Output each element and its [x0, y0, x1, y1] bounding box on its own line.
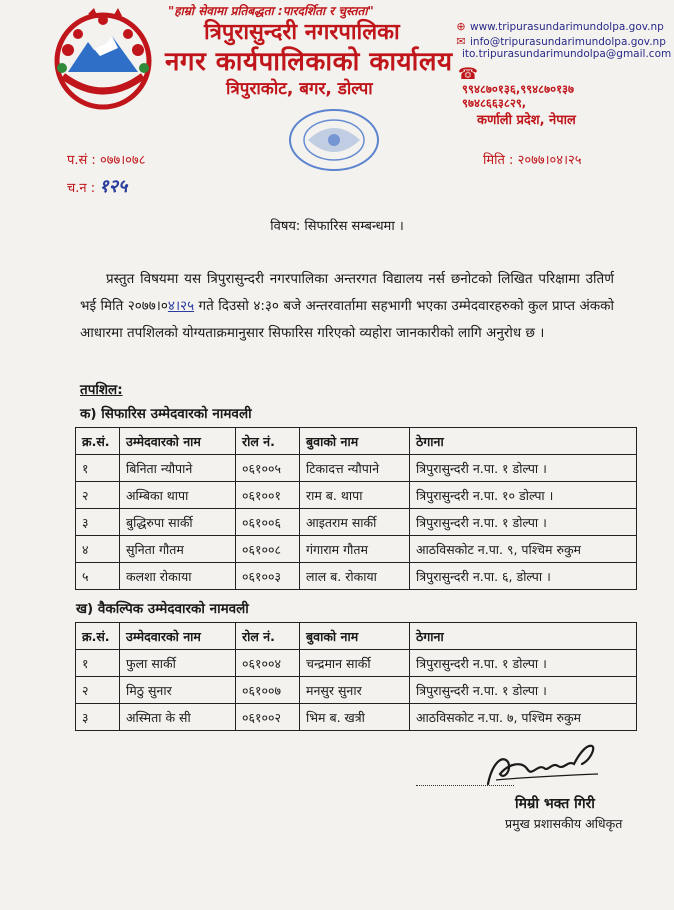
cell-name: अस्मिता के सी: [120, 704, 236, 731]
email-text-1: info@tripurasundarimundolpa.gov.np: [470, 35, 666, 48]
cell-roll: ०६१००७: [236, 677, 300, 704]
chalani-number: [67, 174, 127, 198]
cell-address: त्रिपुरासुन्दरी न.पा. १ डोल्पा ।: [410, 677, 637, 704]
cell-address: आठविसकोट न.पा. ९, पश्चिम रुकुम: [410, 536, 637, 563]
body-paragraph: [80, 266, 614, 347]
signatory-name: मिम्री भक्त गिरी: [515, 796, 595, 812]
cell-father: टिकादत्त न्यौपाने: [300, 455, 410, 482]
email-text-2: ito.tripurasundarimundolpa@gmail.com: [462, 48, 672, 60]
section-b-title: ख) वैकल्पिक उम्मेदवारको नामवली: [76, 601, 249, 617]
cell-name: सुनिता गौतम: [120, 536, 236, 563]
cell-name: मिठु सुनार: [120, 677, 236, 704]
office-address: त्रिपुराकोट, बगर, डोल्पा: [226, 79, 373, 99]
subject-line: विषय: सिफारिस सम्बन्धमा ।: [270, 219, 404, 234]
office-name: नगर कार्यपालिकाको कार्यालय: [165, 47, 453, 77]
body-part-1: प्रस्तुत विषयमा यस त्रिपुरासुन्दरी नगरपालिका अन्तरगत विद्यालय नर्स छनोटको लिखित परिक्षामा उतिर्ण भई मिति २०७७।०: [80, 271, 614, 314]
cell-roll: ०६१००५: [236, 455, 300, 482]
date-value: २०७७।०४।२५: [517, 153, 582, 168]
header-roll: रोल नं.: [236, 428, 300, 455]
globe-icon: ⊕: [456, 20, 466, 33]
cell-sn: २: [76, 482, 120, 509]
cell-address: त्रिपुरासुन्दरी न.पा. १ डोल्पा ।: [410, 650, 637, 677]
website-text: www.tripurasundarimundolpa.gov.np: [470, 20, 664, 33]
cell-roll: ०६१००१: [236, 482, 300, 509]
header-sn: क्र.सं.: [76, 623, 120, 650]
cell-address: आठविसकोट न.पा. ७, पश्चिम रुकुम: [410, 704, 637, 731]
patra-sankhya: [67, 150, 145, 168]
email-line-2: [462, 48, 671, 60]
header-address: ठेगाना: [410, 623, 637, 650]
cell-roll: ०६१००६: [236, 509, 300, 536]
body-part-2: गते दिउसो ४:३० बजे अन्तरवार्तामा सहभागी भएका उम्मेदवारहरुको कुल प्राप्त अंकको आधारमा तपशिलको योग्यताक्रमानुसार सिफारिस गरिएको व्यहोरा जानकारीको लागि अनुरोध छ ।: [80, 298, 614, 341]
body-handwritten-date: ४।२५: [167, 298, 195, 314]
header-father: बुवाको नाम: [300, 623, 410, 650]
cell-sn: १: [76, 650, 120, 677]
office-seal-icon: [286, 106, 382, 174]
cell-father: राम ब. थापा: [300, 482, 410, 509]
mail-icon: ✉: [456, 35, 466, 48]
email-line-1: [456, 35, 666, 48]
cell-name: अम्बिका थापा: [120, 482, 236, 509]
nepal-emblem-icon: [38, 6, 168, 112]
cell-father: आइतराम सार्की: [300, 509, 410, 536]
cell-sn: ३: [76, 509, 120, 536]
signature-dotted-line: [416, 785, 514, 786]
cell-sn: २: [76, 677, 120, 704]
recommended-table: [75, 427, 637, 590]
cell-roll: ०६१००३: [236, 563, 300, 590]
phone-icon: ☎: [458, 64, 478, 83]
header-address: ठेगाना: [410, 428, 637, 455]
table-row: [76, 677, 637, 704]
website-line: [456, 20, 664, 33]
cell-father: भिम ब. खत्री: [300, 704, 410, 731]
table-row: [76, 704, 637, 731]
cell-address: त्रिपुरासुन्दरी न.पा. १० डोल्पा ।: [410, 482, 637, 509]
province-name: कर्णाली प्रदेश, नेपाल: [477, 113, 576, 128]
cell-name: कलशा रोकाया: [120, 563, 236, 590]
cell-father: गंगाराम गौतम: [300, 536, 410, 563]
cell-sn: ४: [76, 536, 120, 563]
header-father: बुवाको नाम: [300, 428, 410, 455]
cell-address: त्रिपुरासुन्दरी न.पा. १ डोल्पा ।: [410, 455, 637, 482]
cell-sn: १: [76, 455, 120, 482]
date-label: मिति :: [483, 153, 514, 168]
cell-address: त्रिपुरासुन्दरी न.पा. १ डोल्पा ।: [410, 509, 637, 536]
table-row: [76, 650, 637, 677]
phone-numbers-1: ९९४८७०१३६,९९४८७०१३७: [462, 82, 575, 96]
cell-sn: ३: [76, 704, 120, 731]
header-sn: क्र.सं.: [76, 428, 120, 455]
table-row: [76, 536, 637, 563]
header-roll: रोल नं.: [236, 623, 300, 650]
phone-numbers-2: ९७४८६६३८२९,: [462, 96, 527, 110]
table-row: [76, 563, 637, 590]
cell-sn: ५: [76, 563, 120, 590]
cell-roll: ०६१००८: [236, 536, 300, 563]
cell-father: लाल ब. रोकाया: [300, 563, 410, 590]
cell-roll: ०६१००४: [236, 650, 300, 677]
tapashil-heading: तपशिल:: [80, 382, 123, 398]
table-header-row: [76, 623, 637, 650]
chalani-label: च.न :: [67, 181, 96, 196]
section-a-title: क) सिफारिस उम्मेदवारको नामवली: [80, 406, 252, 422]
chalani-value: १२५: [99, 176, 128, 197]
alternate-table: [75, 622, 637, 731]
cell-name: बुद्धिरुपा सार्की: [120, 509, 236, 536]
table-header-row: [76, 428, 637, 455]
table-row: [76, 455, 637, 482]
slogan: "हाम्रो सेवामा प्रतिबद्धता :पारदर्शिता र चुस्तता": [168, 4, 374, 18]
patra-label: प.सं :: [67, 153, 96, 168]
letter-date: [483, 150, 582, 168]
cell-roll: ०६१००२: [236, 704, 300, 731]
cell-name: फुला सार्की: [120, 650, 236, 677]
cell-name: बिनिता न्यौपाने: [120, 455, 236, 482]
cell-address: त्रिपुरासुन्दरी न.पा. ६, डोल्पा ।: [410, 563, 637, 590]
header-name: उम्मेदवारको नाम: [120, 623, 236, 650]
header-name: उम्मेदवारको नाम: [120, 428, 236, 455]
cell-father: चन्द्रमान सार्की: [300, 650, 410, 677]
signatory-title: प्रमुख प्रशासकीय अधिकृत: [505, 816, 623, 831]
patra-value: ०७७।०७८: [99, 153, 146, 168]
municipality-name: त्रिपुरासुन्दरी नगरपालिका: [204, 20, 400, 45]
table-row: [76, 509, 637, 536]
cell-father: मनसुर सुनार: [300, 677, 410, 704]
table-row: [76, 482, 637, 509]
